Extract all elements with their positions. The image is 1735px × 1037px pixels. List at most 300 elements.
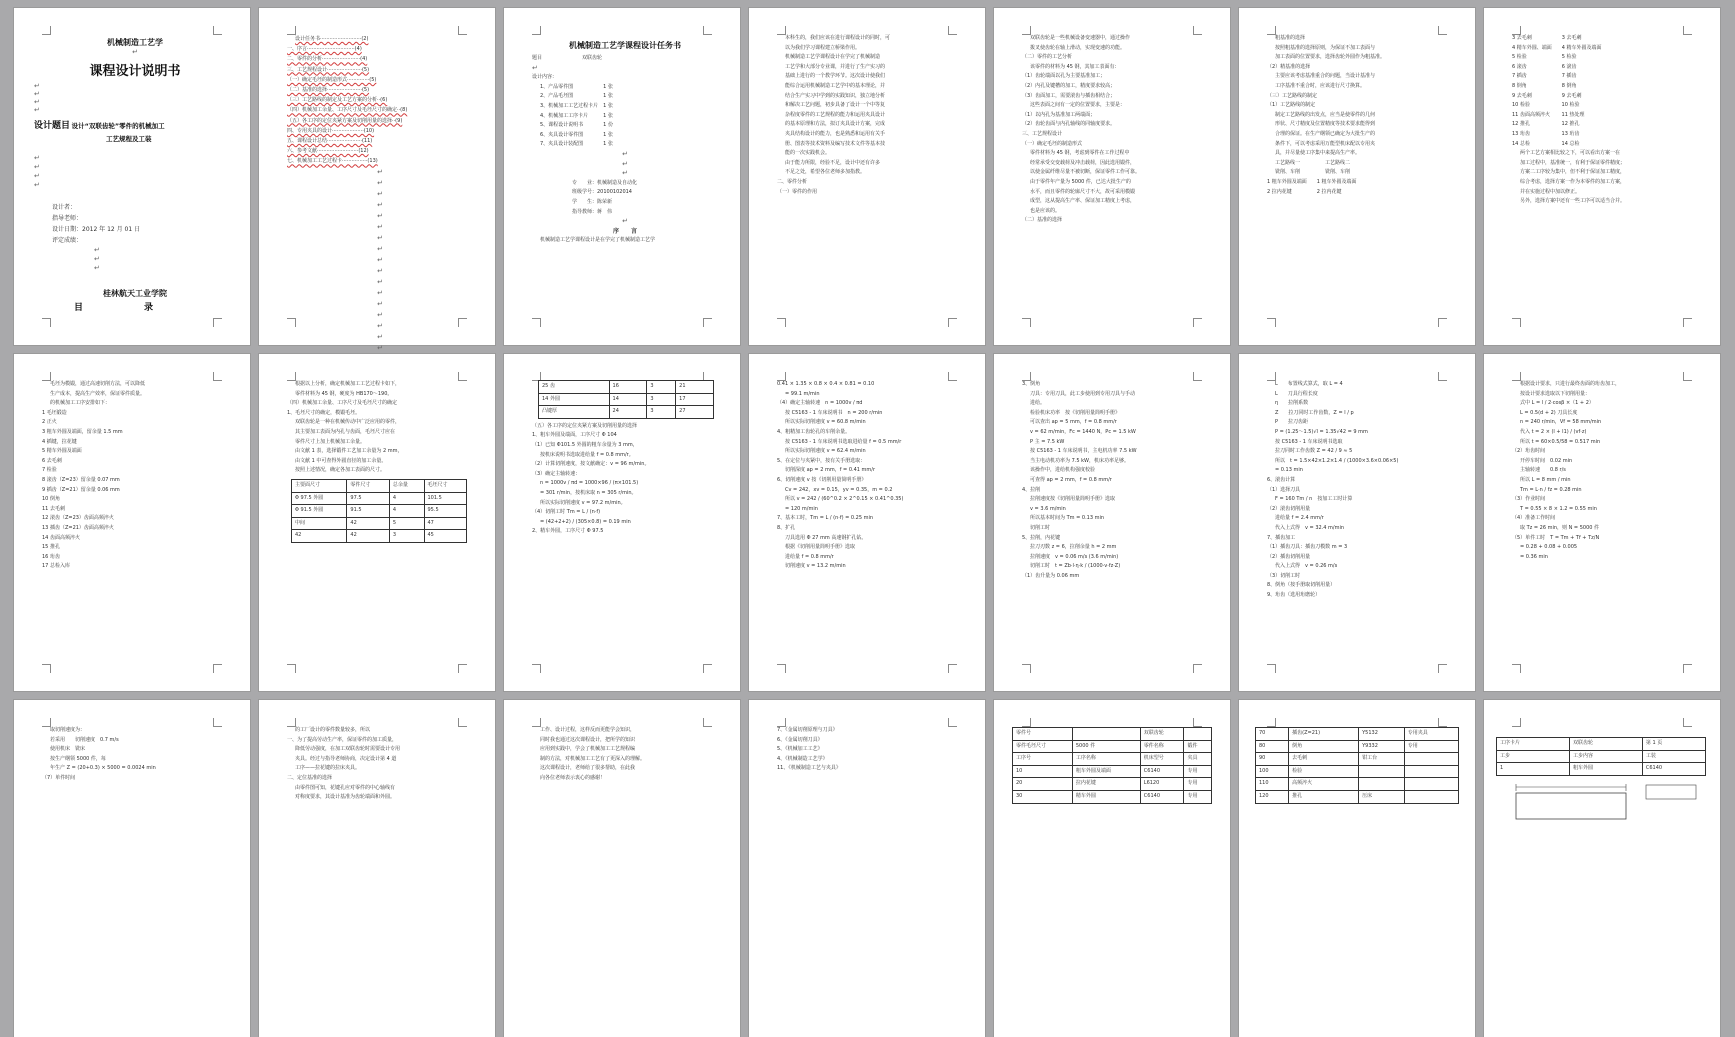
text-line: 刀具：专用刀具，此工步使用到专用刀具与手动 bbox=[1030, 390, 1136, 397]
cover-topic-text: 设计“双联齿轮”零件的机械加工 bbox=[71, 121, 165, 130]
table-cell: 3 bbox=[647, 406, 676, 419]
page-6[interactable] bbox=[1239, 8, 1475, 345]
text-line: （1）以内孔为基准加工两端面； bbox=[1022, 111, 1096, 118]
page-5-body bbox=[1022, 34, 1208, 321]
text-line: 该零件的材料为 45 钢，其加工表面有： bbox=[1030, 63, 1120, 70]
text-line: 三、工艺规程设计 bbox=[1022, 130, 1063, 137]
text-line: 的工厂设计的零件数量较多，所以 bbox=[295, 727, 371, 733]
text-line: 6、《金属切削刀具》 bbox=[777, 736, 823, 743]
page-8-body bbox=[42, 380, 228, 667]
text-line: （3）确定主轴转速： bbox=[532, 470, 581, 477]
text-line: 10 倒角 bbox=[42, 496, 60, 503]
table-cell: 14 bbox=[609, 393, 647, 406]
text-line: 制的方法，对机械加工工艺有了更深入的理解。 bbox=[540, 755, 646, 762]
text-line: 检验机床功率 按《切削用量简明手册》 bbox=[1030, 409, 1121, 416]
table-cell bbox=[1072, 728, 1140, 741]
table-cell: 3 bbox=[647, 393, 676, 406]
toc-item[interactable]: 二、零件的分析························(4) bbox=[287, 56, 368, 63]
text-line: 11 去毛刺 bbox=[42, 505, 65, 512]
text-line: 按生产纲领 5000 件，每 bbox=[50, 755, 106, 762]
text-line: 所以实际切削速度 v = 62.4 m/min bbox=[785, 448, 866, 455]
text-line: 制定工艺路线的出发点，应当是使零件的几何 bbox=[1275, 111, 1376, 118]
text-line: 若采用 切削速度 0.7 m/s bbox=[50, 736, 119, 743]
text-line: 册、图表等技术资料及编写技术文件等基本技 bbox=[785, 140, 886, 147]
text-line: = (42+2+2) / (305×0.8) = 0.19 min bbox=[540, 518, 631, 525]
table-row bbox=[1256, 778, 1459, 791]
text-line: η 拉削系数 bbox=[1275, 400, 1309, 407]
text-line: 7 插齿 7 插齿 bbox=[1512, 73, 1577, 80]
text-line: 9、珩齿（选用珩磨轮） bbox=[1267, 592, 1321, 599]
cover-field-date: 设计日期：2012 年 12 月 01 日 bbox=[52, 225, 141, 233]
table-cell: 24 bbox=[609, 406, 647, 419]
text-line: 1 毛坯锻造 bbox=[42, 409, 67, 416]
page-5[interactable] bbox=[994, 8, 1230, 345]
text-line: 降低劳动强度，在加工双联齿轮时需要设计专用 bbox=[295, 746, 401, 753]
text-line: 所以实际切削速度 v = 60.8 m/min bbox=[785, 419, 866, 426]
table-cell: 42 bbox=[347, 530, 389, 543]
table-row bbox=[292, 517, 467, 530]
table-cell: 100 bbox=[1256, 765, 1289, 778]
page-toc[interactable]: 设计任务书··························(2) 一、序言······························(4) 二、零件的分析························(4) 三、工艺规程设计······················(5) （一）确定毛坯的制造形式··············(5) （二）基准的选择······················(5) （三）工艺路线的制定及工艺方案的分析··(6) （四）机械加工余量、工序尺寸及毛坯尺寸的确定··(8) （五）各工序的定位夹紧方案及切削用量的选择··(9) 四、专用夹具的设计····················(10) 五、课程设计总结······················(11) 六、参考文献··························(12) 七、机械加工工艺过程卡················(13) ↵ ↵ ↵ ↵ ↵ ↵ ↵ ↵ ↵ ↵ ↵ ↵ ↵ ↵ ↵ ↵ ↵ bbox=[259, 8, 495, 345]
text-line: 以使金属纤维尽量不被切断，保证零件工作可靠。 bbox=[1030, 169, 1141, 176]
toc-item[interactable]: 三、工艺规程设计······················(5) bbox=[287, 66, 370, 73]
table-cell: 工序名称 bbox=[1072, 753, 1140, 766]
text-line: （2）插齿切削用量 bbox=[1267, 553, 1311, 560]
text-line: L 刀具行程长度 bbox=[1275, 390, 1318, 397]
text-line: 双联齿轮是一种在机械传动中广泛应用的零件， bbox=[295, 419, 401, 426]
page-9[interactable] bbox=[259, 354, 495, 691]
page-process-card-a[interactable] bbox=[994, 700, 1230, 1037]
text-line: 工序——拉花键的拉床夹具。 bbox=[295, 765, 361, 772]
text-line: 形状、尺寸精度及位置精度等技术要求能得到 bbox=[1275, 121, 1376, 128]
page-4[interactable] bbox=[749, 8, 985, 345]
text-line: 按照上述情况，确定各加工表面的尺寸。 bbox=[295, 467, 386, 474]
text-line: 该操作中，进给机构强度校验 bbox=[1030, 467, 1096, 474]
text-line: 方案二工序较为集中，但不利于保证加工精度， bbox=[1520, 169, 1626, 176]
page-12[interactable] bbox=[994, 354, 1230, 691]
table-cell: 45 bbox=[424, 530, 467, 543]
task-topic-label: 题目 bbox=[532, 55, 543, 61]
text-line: 0.41 × 1.35 × 0.8 × 0.4 × 0.81 = 0.10 bbox=[777, 381, 875, 387]
page-9-text bbox=[287, 380, 473, 476]
text-line: （1）插齿刀具：插齿刀模数 m = 3 bbox=[1267, 544, 1348, 551]
page-11[interactable] bbox=[749, 354, 985, 691]
text-line: 所以 t = 1.5×42×1.2×1.4 / (1000×3.6×0.06×5) bbox=[1275, 457, 1399, 464]
text-line: 能的一次实践机会。 bbox=[785, 150, 831, 157]
text-line: （二）零件的工艺分析 bbox=[1022, 54, 1073, 61]
text-line: 综合考虑，选择方案一作为本零件的加工方案， bbox=[1520, 178, 1626, 185]
allowance-table bbox=[291, 479, 467, 543]
text-line: 和解决工艺问题，初步具备了设计一个中等复 bbox=[785, 102, 886, 109]
page-14[interactable] bbox=[1484, 354, 1720, 691]
page-16-body bbox=[287, 726, 473, 1013]
text-line: 按机床说明书选取进给量 f = 0.8 mm/r。 bbox=[540, 451, 634, 458]
table-cell: 专用 bbox=[1404, 740, 1458, 753]
table-cell: L6120 bbox=[1140, 778, 1184, 791]
table-cell: 夹具 bbox=[1184, 753, 1212, 766]
text-line: 9 去毛刺 9 去毛刺 bbox=[1512, 92, 1582, 99]
text-line: 切削速度 v = 13.2 m/min bbox=[785, 563, 846, 570]
table-cell bbox=[1359, 778, 1405, 791]
table-cell bbox=[1404, 753, 1458, 766]
table-cell: 毛坯尺寸 bbox=[424, 479, 467, 492]
text-line: 进给量 f = 0.8 mm/r bbox=[785, 553, 834, 560]
table-cell: 专用 bbox=[1184, 778, 1212, 791]
text-line: 3 粗车外圆及端面，留余量 1.5 mm bbox=[42, 428, 123, 435]
text-line: （5）单件工时 T = Tm + Tf + Tz/N bbox=[1512, 534, 1600, 541]
table-row bbox=[1256, 728, 1459, 741]
table-cell bbox=[1404, 778, 1458, 791]
table-row bbox=[1013, 753, 1212, 766]
text-line: 拉削速度 v = 0.06 m/s (3.6 m/min) bbox=[1030, 553, 1119, 560]
text-line: 10 检验 10 检验 bbox=[1512, 102, 1580, 109]
text-line: （四）机械加工余量、工序尺寸及毛坯尺寸的确定 bbox=[287, 400, 398, 407]
text-line: （3）作业时间 bbox=[1512, 496, 1546, 503]
page-10[interactable] bbox=[504, 354, 740, 691]
text-line: 5 精车外圆及端面 bbox=[42, 448, 82, 455]
table-cell: 5 bbox=[389, 517, 424, 530]
text-line: 主轴转速 0.8 r/s bbox=[1520, 467, 1566, 474]
text-line: 也是应该的。 bbox=[1030, 207, 1061, 214]
text-line: Tm = L·n / fz = 0.28 min bbox=[1520, 486, 1582, 493]
text-line: 按照粗基准的选择原则，为保证不加工表面与 bbox=[1275, 44, 1376, 51]
text-line: 5、在定位与夹紧中，按有关手册选取： bbox=[777, 457, 866, 464]
text-line: 的机械加工工序安排如下： bbox=[50, 400, 111, 407]
table-cell: 机床型号 bbox=[1140, 753, 1184, 766]
cover-title: 课程设计说明书 bbox=[89, 63, 181, 79]
text-line: 结合生产实习中学到的实践知识，独立地分析 bbox=[785, 92, 886, 99]
text-line: 所以 t = 60×0.5/58 = 0.517 min bbox=[1520, 438, 1601, 445]
text-line: 3、倒角 bbox=[1022, 381, 1041, 387]
table-row bbox=[539, 381, 714, 394]
table-cell: 零件名称 bbox=[1140, 740, 1184, 753]
text-line: 粗基准的选择 bbox=[1275, 35, 1306, 41]
task-info: 班级学号：20100102014 bbox=[572, 189, 632, 196]
table-cell: 压床 bbox=[1359, 790, 1405, 803]
text-line: 5、《机械加工工艺》 bbox=[777, 746, 823, 753]
toc-item[interactable]: 设计任务书··························(2) bbox=[295, 36, 369, 42]
toc-item[interactable]: 五、课程设计总结······················(11) bbox=[287, 138, 373, 145]
task-content-label: 设计内容： bbox=[532, 74, 558, 81]
text-line: 6 去毛刺 bbox=[42, 457, 62, 464]
text-line: 工艺路线一 工艺路线二 bbox=[1275, 159, 1351, 166]
text-line: （二）基准的选择 bbox=[1022, 217, 1063, 224]
task-topic-value: 双联齿轮 bbox=[582, 55, 603, 61]
text-line: （4）确定主轴转速 n = 1000v / πd bbox=[777, 400, 863, 407]
table-cell: 去毛刺 bbox=[1289, 753, 1359, 766]
page-16[interactable] bbox=[259, 700, 495, 1037]
text-line: 成型，这从提高生产率、保证加工精度上考虑， bbox=[1030, 198, 1136, 205]
table-row bbox=[1013, 740, 1212, 753]
table-cell: 42 bbox=[292, 530, 347, 543]
text-line: 8 倒角 8 倒角 bbox=[1512, 82, 1577, 89]
page-cover[interactable]: 机械制造工艺学 ↵ 课程设计说明书 ↵ ↵ ↵ ↵ 设计题目 设计“双联齿轮”零件的机械加工 工艺规程及工装 ↵ ↵ ↵ ↵ 设计者： 指导老师： 设计日期：2012 年 12 月 01 日 评定成绩： ↵ ↵ ↵ 桂林航天工业学院 目 录 bbox=[14, 8, 250, 345]
table-cell bbox=[1404, 790, 1458, 803]
table-cell: 42 bbox=[347, 517, 389, 530]
table-cell: 粗车外圆 bbox=[1569, 763, 1642, 776]
text-line: 二、定位基准的选择 bbox=[287, 774, 333, 781]
cover-field-designer: 设计者： bbox=[52, 203, 77, 211]
page-15[interactable] bbox=[14, 700, 250, 1037]
table-cell: Φ 91.5 外圆 bbox=[292, 505, 347, 518]
text-line: 这些表面之间有一定的位置要求，主要是： bbox=[1030, 102, 1126, 109]
page-4-body bbox=[777, 34, 963, 321]
toc-item[interactable]: （四）机械加工余量、工序尺寸及毛坯尺寸的确定··(8) bbox=[287, 107, 408, 114]
cover-field-grade: 评定成绩： bbox=[52, 236, 83, 244]
table-cell: 精车外圆 bbox=[1072, 790, 1140, 803]
text-line: 5 检验 5 检验 bbox=[1512, 54, 1577, 61]
task-info: 学 生：陈荣新 bbox=[572, 198, 613, 205]
table-cell: C6140 bbox=[1642, 763, 1705, 776]
table-cell: 10 bbox=[1013, 765, 1073, 778]
preface-title: 序 言 bbox=[612, 227, 637, 235]
page-6-body bbox=[1267, 34, 1453, 321]
table-row bbox=[1497, 750, 1706, 763]
table-cell: 专用 bbox=[1184, 765, 1212, 778]
text-line: 2、精车外圆，工序尺寸 Φ 97.5 bbox=[532, 528, 604, 535]
text-line: 由零件图可知，花键孔应对零件的中心轴线有 bbox=[295, 784, 396, 791]
table-cell bbox=[1359, 765, 1405, 778]
text-line: 7、基本工时，Tm = L / (n·f) = 0.25 min bbox=[777, 515, 874, 522]
table-row bbox=[1013, 728, 1212, 741]
text-line: n = 240 r/min，Vf = 58 mm/min bbox=[1520, 419, 1602, 426]
text-line: 取切削速度为： bbox=[50, 727, 86, 733]
text-line: 的基本原理和方法，拟订夹具设计方案，完成 bbox=[785, 121, 886, 128]
table-cell: 倒角 bbox=[1289, 740, 1359, 753]
page-8[interactable] bbox=[14, 354, 250, 691]
text-line: 按 C5163 - 1 车床说明书选取 bbox=[1275, 438, 1343, 445]
text-line: 条件下，可以考虑采用万能型机床配以专用夹 bbox=[1275, 140, 1376, 147]
table-cell: 30 bbox=[1013, 790, 1073, 803]
text-line: 根据设计要求，只进行最终齿面的珩齿加工， bbox=[1520, 381, 1621, 387]
page-15-body bbox=[42, 726, 228, 1013]
toc-item[interactable]: （五）各工序的定位夹紧方案及切削用量的选择··(9) bbox=[287, 117, 403, 124]
text-line: 基础上进行的一个教学环节。这次设计使我们 bbox=[785, 73, 886, 80]
table-cell: 粗车外圆及端面 bbox=[1072, 765, 1140, 778]
text-line: 拉削速度按《切削用量简明手册》选取 bbox=[1030, 496, 1116, 503]
text-line: 15 推孔 bbox=[42, 544, 60, 551]
text-line: 由文献 1 中可查得外圆直径的加工余量。 bbox=[295, 457, 387, 464]
text-line: 切削深度 ap = 2 mm，f = 0.41 mm/r bbox=[785, 467, 876, 474]
toc-item[interactable]: （二）基准的选择······················(5) bbox=[287, 87, 370, 94]
table-cell: 工序卡片 bbox=[1497, 738, 1570, 751]
table-cell bbox=[1404, 765, 1458, 778]
text-line: 能综合运用机械制造工艺学中的基本理论，并 bbox=[785, 82, 886, 89]
table-cell: 20 bbox=[1013, 778, 1073, 791]
table-cell: 锻件 bbox=[1184, 740, 1212, 753]
text-line: 代入上式得 v = 32.4 m/min bbox=[1275, 524, 1345, 531]
text-line: 9 插齿（Z=21）留余量 0.06 mm bbox=[42, 486, 120, 493]
text-line: 6、切削速度 v 按《切削用量简明手册》 bbox=[777, 476, 867, 483]
text-line: 取 Tz = 26 min，则 N = 5000 件 bbox=[1520, 524, 1600, 531]
text-line: （4）切削工时 Tm = L / (n·f) bbox=[532, 509, 601, 516]
text-line: Cv = 242，xv = 0.15，yv = 0.35，m = 0.2 bbox=[785, 486, 893, 493]
page-17-body bbox=[532, 726, 718, 1013]
blank-size-table bbox=[538, 380, 714, 419]
task-item: 5、课程设计说明书 1 份 bbox=[540, 122, 613, 129]
table-row bbox=[1256, 740, 1459, 753]
text-line: 可以查出 ap = 5 mm，f = 0.8 mm/r bbox=[1030, 419, 1117, 426]
task-info: 指导教师：蒋 伟 bbox=[572, 208, 613, 215]
text-line: 所以 L = 8 mm / min bbox=[1520, 476, 1571, 483]
text-line: （1）选择刀具 bbox=[1267, 486, 1301, 493]
text-line: F = 160 Tm / n 按加工工时计算 bbox=[1275, 496, 1353, 503]
page-task[interactable]: 机械制造工艺学课程设计任务书 题目 双联齿轮 ↵ 设计内容： 1、产品零件图 1 张 2、产品毛坯图 1 张 3、机械加工工艺过程卡片 1 张 4、机械加工工序卡片 1 张 5、课程设计说明书 1 份 6、夹具设计零件图 1 张 7、夹具设计装配图 1 张 ↵ ↵ ↵ 专 业：机械制造及自动化 班级学号：20100102014 学 生：陈荣新 指导教师：蒋 伟 ↵ 序 言 机械制造工艺学课程设计是在学完了机械制造工艺学 bbox=[504, 8, 740, 345]
text-line: 工作、设计过程，这样反而更能学会知识， bbox=[540, 727, 636, 733]
table-cell: 双联齿轮 bbox=[1140, 728, 1184, 741]
text-line: 使用机床 铣床 bbox=[50, 746, 86, 753]
text-line: L 布置线式算式，取 L = 4 bbox=[1275, 381, 1343, 387]
preface-line: 机械制造工艺学课程设计是在学完了机械制造工艺学 bbox=[540, 237, 656, 244]
table-cell: 钳工台 bbox=[1359, 753, 1405, 766]
text-line: 以为我们学习课程建立桥梁作用。 bbox=[785, 44, 861, 51]
text-line: 零件材料为 45 钢，硬度为 HB170～190。 bbox=[295, 390, 393, 397]
page-12-body bbox=[1022, 380, 1208, 667]
text-line: 零件材料为 45 钢，考虑到零件在工作过程中 bbox=[1030, 150, 1130, 157]
text-line: = 301 r/min，按机床取 n = 305 r/min。 bbox=[540, 489, 637, 496]
text-line: 经常承受交变载荷及冲击载荷，因此选用锻件， bbox=[1030, 159, 1136, 166]
toc-item[interactable]: 一、序言······························(4) bbox=[287, 46, 362, 53]
table-cell: C6140 bbox=[1140, 790, 1184, 803]
cover-school-top: 机械制造工艺学 bbox=[107, 37, 163, 47]
text-line: 代入 t = 2 × (l + l1) / (vf·z) bbox=[1520, 428, 1587, 435]
process-card-table-a bbox=[1012, 727, 1212, 804]
table-cell: 总余量 bbox=[389, 479, 424, 492]
text-line: （1）工艺路线的制定 bbox=[1267, 102, 1316, 109]
table-row bbox=[1256, 790, 1459, 803]
text-line: 年生产 Z = (20+0.3) × 5000 = 0.0024 min bbox=[50, 765, 156, 772]
text-line: = 0.28 + 0.08 + 0.005 bbox=[1520, 544, 1578, 551]
return-mark: ↵ bbox=[132, 48, 138, 56]
page-process-card-b[interactable] bbox=[1239, 700, 1475, 1037]
text-line: 零件尺寸上加上机械加工余量。 bbox=[295, 438, 366, 445]
toc-item[interactable]: 六、参考文献··························(12) bbox=[287, 148, 369, 155]
text-line: 不足之处，希望各位老师多加指教。 bbox=[785, 169, 866, 176]
text-line: 11、《机械制造工艺与夹具》 bbox=[777, 765, 841, 772]
text-line: 13 插齿（Z=21）齿面高频淬火 bbox=[42, 524, 114, 531]
table-cell: 90 bbox=[1256, 753, 1289, 766]
table-row bbox=[292, 505, 467, 518]
text-line: （1）齿轮端面以孔为主要基准加工； bbox=[1022, 73, 1106, 80]
text-line: 两个工艺方案相比较之下，可以看出方案一在 bbox=[1520, 150, 1621, 157]
text-line: 4 精车外圆、端面 4 精车外圆及端面 bbox=[1512, 44, 1602, 51]
cover-field-advisor: 指导老师： bbox=[52, 214, 83, 222]
page-7[interactable] bbox=[1484, 8, 1720, 345]
text-line: （3）齿面加工，需要滚齿与插齿相结合； bbox=[1022, 92, 1116, 99]
toc-item[interactable]: （一）确定毛坯的制造形式··············(5) bbox=[287, 76, 377, 83]
table-cell: 零件毛坯尺寸 bbox=[1013, 740, 1073, 753]
table-row bbox=[539, 406, 714, 419]
text-line: 应用到实践中，学会了机械加工工艺规程编 bbox=[540, 746, 636, 753]
text-line: 拉刀刃数 z = 6，拉削余量 h = 2 mm bbox=[1030, 544, 1117, 551]
table-cell: 91.5 bbox=[347, 505, 389, 518]
toc-item[interactable]: 七、机械加工工艺过程卡················(13) bbox=[287, 158, 378, 165]
table-row bbox=[539, 393, 714, 406]
table-cell: 101.5 bbox=[424, 492, 467, 505]
text-line: （2）精基准的选择 bbox=[1267, 63, 1311, 70]
text-line: 机械制造工艺学课程设计在学完了机械制造 bbox=[785, 54, 881, 61]
page-13-body bbox=[1267, 380, 1453, 667]
text-line: （1）齿升量为 0.06 mm bbox=[1022, 572, 1080, 579]
text-line: L = 0.5(d + 2) 刀具长度 bbox=[1520, 409, 1578, 416]
table-cell: 47 bbox=[424, 517, 467, 530]
text-line: = 0.13 min bbox=[1275, 467, 1303, 474]
text-line: P 主 = 7.5 kW bbox=[1030, 438, 1065, 445]
text-line: （2）滚齿切削用量 bbox=[1267, 505, 1311, 512]
table-cell: 70 bbox=[1256, 728, 1289, 741]
table-cell: 中间 bbox=[292, 517, 347, 530]
text-line: 2 拉内花键 2 拉内花键 bbox=[1267, 188, 1342, 195]
table-cell: 3 bbox=[389, 530, 424, 543]
text-line: 8、扩孔 bbox=[777, 524, 796, 531]
text-line: 按设计要求选取以下切削用量： bbox=[1520, 390, 1591, 397]
page-operation-card[interactable] bbox=[1484, 700, 1720, 1037]
toc-item[interactable]: （三）工艺路线的制定及工艺方案的分析··(6) bbox=[287, 97, 388, 104]
text-line: 4、《机械制造工艺学》 bbox=[777, 755, 828, 762]
text-line: 4、粗精加工齿轮孔的车削余量。 bbox=[777, 428, 851, 435]
table-cell: 双联齿轮 bbox=[1569, 738, 1642, 751]
text-line: 切削工时 t = Zb·l·η·k / (1000·v·fz·Z) bbox=[1030, 563, 1121, 570]
table-cell: 零件尺寸 bbox=[347, 479, 389, 492]
table-cell: 工序号 bbox=[1013, 753, 1073, 766]
text-line: 拉刀同时工作齿数 Z = 42 / 9 ≈ 5 bbox=[1275, 448, 1353, 455]
table-cell: 27 bbox=[676, 406, 714, 419]
table-cell: 16 bbox=[609, 381, 647, 394]
table-cell: 检验 bbox=[1289, 765, 1359, 778]
text-line: 这次课程设计，老师给了很多帮助，在此我 bbox=[540, 765, 636, 772]
page-14-body bbox=[1512, 380, 1698, 667]
cover-toc-label2: 录 bbox=[144, 303, 154, 313]
text-line: 6、滚齿计算 bbox=[1267, 476, 1296, 483]
text-line: v = 3.6 m/min bbox=[1030, 505, 1066, 512]
cover-topic-text2: 工艺规程及工装 bbox=[106, 134, 152, 143]
text-line: P = (1.25～1.5)√l = 1.35√42 = 9 mm bbox=[1275, 428, 1368, 435]
text-line: 具，并尽量使工序集中来提高生产率。 bbox=[1275, 150, 1361, 157]
text-line: 由于能力所限，经验不足，设计中还有许多 bbox=[785, 159, 881, 166]
page-17[interactable] bbox=[504, 700, 740, 1037]
text-line: 1、粗车外圆及端面，工序尺寸 Φ 104 bbox=[532, 432, 617, 439]
text-line: 12 推孔 12 推孔 bbox=[1512, 121, 1580, 128]
table-cell: 4 bbox=[389, 492, 424, 505]
table-cell: 第 1 页 bbox=[1642, 738, 1705, 751]
task-item: 3、机械加工工艺过程卡片 1 张 bbox=[540, 102, 613, 109]
table-cell: Φ 97.5 外圆 bbox=[292, 492, 347, 505]
task-item: 2、产品毛坯图 1 张 bbox=[540, 93, 613, 100]
text-line: = 120 m/min bbox=[785, 505, 818, 512]
text-line: 12 滚齿（Z=23）齿面高频淬火 bbox=[42, 515, 114, 522]
text-line: （三）工艺路线的制定 bbox=[1267, 92, 1318, 99]
text-line: = 99.1 m/min bbox=[785, 390, 820, 397]
operation-card-table bbox=[1496, 737, 1706, 776]
page-13[interactable] bbox=[1239, 354, 1475, 691]
text-line: （2）珩齿时间 bbox=[1512, 448, 1546, 455]
toc-item[interactable]: 四、专用夹具的设计····················(10) bbox=[287, 127, 375, 134]
table-cell: 专用夹具 bbox=[1404, 728, 1458, 741]
text-line: 开停车时间 0.02 min bbox=[1520, 457, 1573, 464]
text-line: 8、倒角（按手册取切削用量） bbox=[1267, 582, 1336, 589]
table-cell: 工步 bbox=[1497, 750, 1570, 763]
part-drawing bbox=[1496, 779, 1706, 819]
text-line: 14 总检 14 总检 bbox=[1512, 140, 1580, 147]
text-line: 进给。 bbox=[1030, 400, 1046, 407]
text-line: 拨叉使齿轮在轴上滑动，实现变速的功能。 bbox=[1030, 44, 1126, 51]
page-18[interactable] bbox=[749, 700, 985, 1037]
text-line: 17 总检入库 bbox=[42, 563, 70, 570]
text-line: 向各位老师表示衷心的感谢！ bbox=[540, 774, 606, 781]
page-18-body bbox=[777, 726, 963, 1013]
table-cell: 主要面尺寸 bbox=[292, 479, 347, 492]
table-cell: 120 bbox=[1256, 790, 1289, 803]
